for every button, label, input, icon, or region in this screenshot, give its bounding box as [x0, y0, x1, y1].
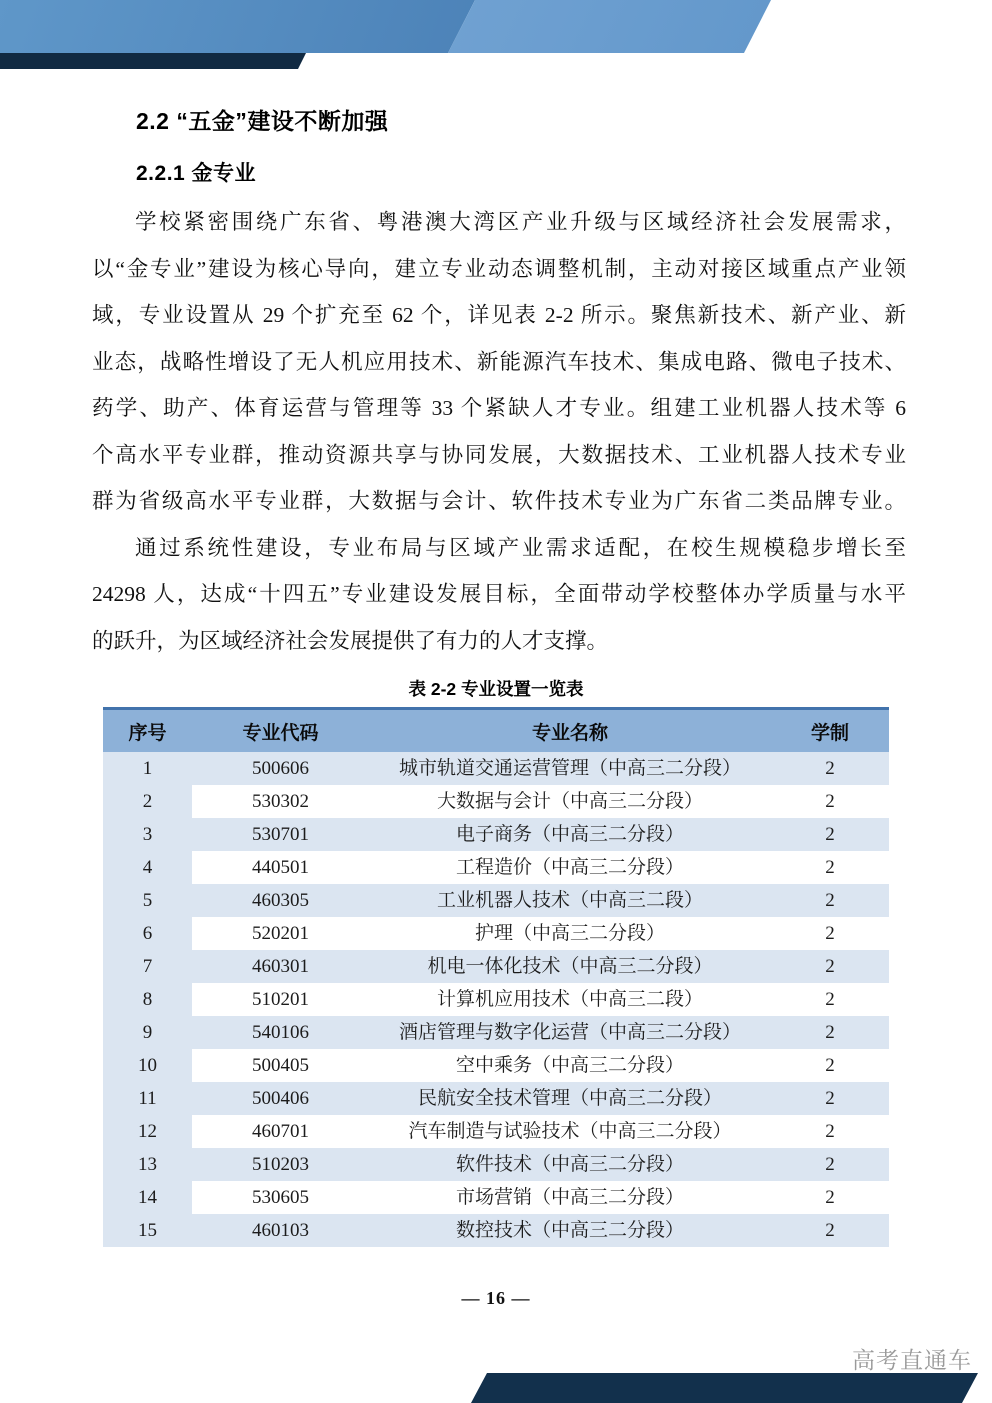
cell-code: 460103: [192, 1214, 369, 1247]
cell-years: 2: [771, 752, 889, 785]
cell-seq: 6: [103, 917, 192, 950]
cell-years: 2: [771, 785, 889, 818]
cell-seq: 13: [103, 1148, 192, 1181]
table-row: [103, 1082, 889, 1115]
cell-code: 500405: [192, 1049, 369, 1082]
cell-name: 工程造价（中高三二分段）: [369, 851, 771, 884]
cell-seq: 12: [103, 1115, 192, 1148]
table-row: [103, 851, 889, 884]
cell-years: 2: [771, 1181, 889, 1214]
table-row: [103, 1049, 889, 1082]
cell-code: 520201: [192, 917, 369, 950]
cell-code: 460305: [192, 884, 369, 917]
column-header-code: 专业代码: [242, 722, 319, 744]
table-row: [103, 785, 889, 818]
cell-name: 城市轨道交通运营管理（中高三二分段）: [369, 752, 771, 785]
cell-name: 数控技术（中高三二分段）: [369, 1214, 771, 1247]
column-header-seq: 序号: [128, 722, 167, 744]
body-line: 业态，战略性增设了无人机应用技术、新能源汽车技术、集成电路、微电子技术、: [92, 349, 906, 374]
cell-name: 软件技术（中高三二分段）: [369, 1148, 771, 1181]
cell-name: 汽车制造与试验技术（中高三二分段）: [369, 1115, 771, 1148]
cell-years: 2: [771, 950, 889, 983]
table-row: [103, 752, 889, 785]
cell-name: 机电一体化技术（中高三二分段）: [369, 950, 771, 983]
header-navy-parallelogram: [0, 53, 992, 69]
cell-name: 计算机应用技术（中高三二段）: [369, 983, 771, 1016]
cell-seq: 1: [103, 752, 192, 785]
cell-seq: 11: [103, 1082, 192, 1115]
cell-code: 540106: [192, 1016, 369, 1049]
table-body: [103, 752, 889, 1247]
majors-table: [103, 707, 889, 1247]
cell-code: 460301: [192, 950, 369, 983]
table-caption: 表 2-2 专业设置一览表: [408, 679, 584, 699]
body-line: 学校紧密围绕广东省、粤港澳大湾区产业升级与区域经济社会发展需求，: [135, 210, 906, 234]
table-row: [103, 950, 889, 983]
cell-years: 2: [771, 818, 889, 851]
cell-code: 530302: [192, 785, 369, 818]
table-row: [103, 1016, 889, 1049]
cell-code: 500606: [192, 752, 369, 785]
table-row: [103, 884, 889, 917]
body-line: 个高水平专业群，推动资源共享与协同发展，大数据技术、工业机器人技术专业: [92, 442, 906, 467]
column-header-years: 学制: [810, 722, 849, 744]
watermark-text: 高考直通车: [852, 1347, 972, 1373]
cell-seq: 5: [103, 884, 192, 917]
column-header-name: 专业名称: [531, 722, 608, 744]
subsection-heading: 2.2.1 金专业: [136, 162, 257, 185]
cell-seq: 10: [103, 1049, 192, 1082]
cell-name: 护理（中高三二分段）: [369, 917, 771, 950]
cell-name: 市场营销（中高三二分段）: [369, 1181, 771, 1214]
cell-name: 大数据与会计（中高三二分段）: [369, 785, 771, 818]
cell-seq: 2: [103, 785, 192, 818]
table-row: [103, 1214, 889, 1247]
body-text: [92, 199, 906, 664]
cell-seq: 3: [103, 818, 192, 851]
cell-years: 2: [771, 1148, 889, 1181]
cell-code: 510201: [192, 983, 369, 1016]
body-line: 以“金专业”建设为核心导向，建立专业动态调整机制，主动对接区域重点产业领: [92, 256, 906, 281]
cell-years: 2: [771, 851, 889, 884]
cell-years: 2: [771, 1016, 889, 1049]
table-row: [103, 818, 889, 851]
cell-seq: 15: [103, 1214, 192, 1247]
cell-name: 酒店管理与数字化运营（中高三二分段）: [369, 1016, 771, 1049]
cell-seq: 7: [103, 950, 192, 983]
table-row: [103, 1181, 889, 1214]
cell-code: 500406: [192, 1082, 369, 1115]
cell-years: 2: [771, 917, 889, 950]
section-heading: 2.2 “五金”建设不断加强: [136, 108, 389, 134]
cell-years: 2: [771, 1115, 889, 1148]
cell-name: 民航安全技术管理（中高三二分段）: [369, 1082, 771, 1115]
table-header-row: [103, 707, 889, 752]
cell-code: 530701: [192, 818, 369, 851]
cell-code: 440501: [192, 851, 369, 884]
cell-seq: 14: [103, 1181, 192, 1214]
cell-name: 工业机器人技术（中高三二段）: [369, 884, 771, 917]
cell-years: 2: [771, 884, 889, 917]
table-row: [103, 983, 889, 1016]
body-line: 域，专业设置从 29 个扩充至 62 个，详见表 2-2 所示。聚焦新技术、新产业、新: [92, 303, 906, 327]
page-number: — 16 —: [461, 1288, 531, 1308]
cell-code: 530605: [192, 1181, 369, 1214]
body-line: 药学、助产、体育运营与管理等 33 个紧缺人才专业。组建工业机器人技术等 6: [92, 396, 906, 420]
header-banner: [0, 0, 992, 70]
cell-code: 510203: [192, 1148, 369, 1181]
cell-name: 空中乘务（中高三二分段）: [369, 1049, 771, 1082]
body-line: 通过系统性建设，专业布局与区域产业需求适配，在校生规模稳步增长至: [135, 535, 906, 560]
cell-years: 2: [771, 983, 889, 1016]
cell-seq: 9: [103, 1016, 192, 1049]
cell-seq: 4: [103, 851, 192, 884]
body-line: 群为省级高水平专业群，大数据与会计、软件技术专业为广东省二类品牌专业。: [92, 489, 906, 513]
cell-years: 2: [771, 1082, 889, 1115]
cell-name: 电子商务（中高三二分段）: [369, 818, 771, 851]
footer-navy-parallelogram: [0, 1373, 992, 1403]
body-line: 24298 人，达成“十四五”专业建设发展目标，全面带动学校整体办学质量与水平: [92, 582, 906, 606]
cell-years: 2: [771, 1214, 889, 1247]
cell-seq: 8: [103, 983, 192, 1016]
table-row: [103, 917, 889, 950]
cell-years: 2: [771, 1049, 889, 1082]
cell-code: 460701: [192, 1115, 369, 1148]
table-row: [103, 1148, 889, 1181]
body-line: 的跃升，为区域经济社会发展提供了有力的人才支撑。: [92, 628, 609, 653]
table-row: [103, 1115, 889, 1148]
